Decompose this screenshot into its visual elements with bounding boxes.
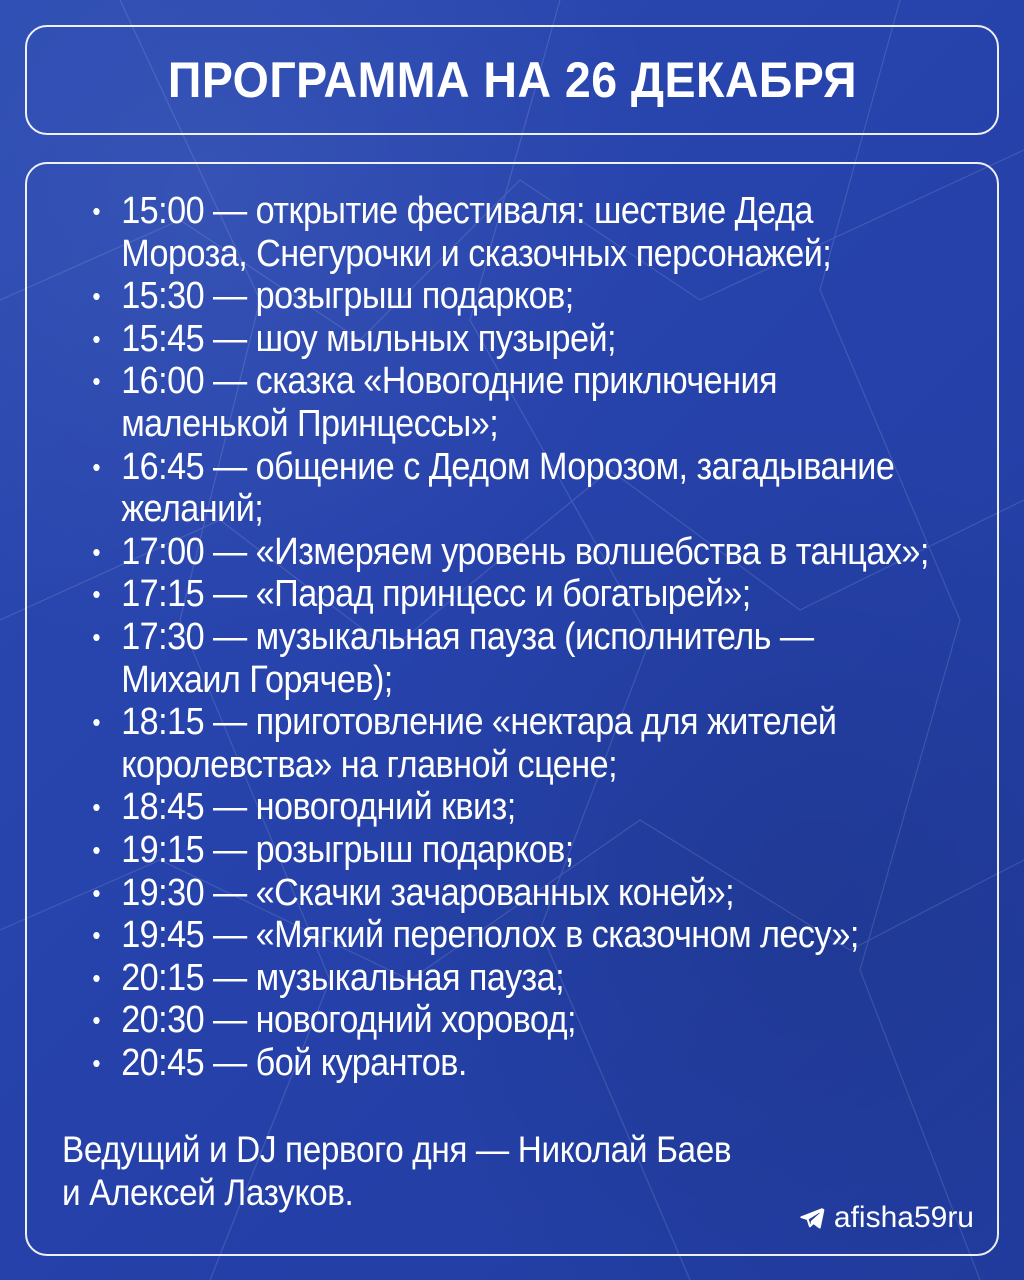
schedule-item bbox=[92, 956, 1003, 1000]
schedule-item-line1: 20:45 — бой курантов. bbox=[121, 1041, 467, 1084]
host-credits-line1: Ведущий и DJ первого дня — Николай Баев bbox=[62, 1129, 732, 1170]
bullet-icon: • bbox=[92, 536, 101, 567]
bullet-icon: • bbox=[92, 877, 101, 908]
title-frame bbox=[25, 25, 999, 135]
telegram-icon bbox=[798, 1204, 826, 1232]
bullet-icon: • bbox=[92, 1005, 101, 1036]
host-credits-line2: и Алексей Лазуков. bbox=[62, 1172, 354, 1213]
schedule-item-line1: 19:45 — «Мягкий переполох в сказочном лесу»; bbox=[121, 914, 859, 957]
schedule-item-line1: 18:15 — приготовление «нектара для жителей bbox=[121, 701, 837, 744]
schedule-item bbox=[92, 317, 1003, 361]
schedule-item bbox=[92, 615, 1003, 701]
schedule-item-line1: 16:45 — общение с Дедом Морозом, загадывание bbox=[121, 445, 895, 488]
schedule-item-line2: маленькой Принцессы»; bbox=[121, 402, 499, 445]
schedule-item-line1: 16:00 — сказка «Новогодние приключения bbox=[121, 360, 778, 403]
schedule-item-line1: 18:45 — новогодний квиз; bbox=[121, 786, 516, 829]
schedule-item bbox=[92, 786, 1003, 829]
schedule-item bbox=[92, 999, 1003, 1042]
schedule-item bbox=[92, 445, 1003, 531]
schedule-item-line1: 20:30 — новогодний хоровод; bbox=[121, 999, 576, 1042]
telegram-handle-label: afisha59ru bbox=[833, 1201, 974, 1234]
schedule-item-line1: 17:15 — «Парад принцесс и богатырей»; bbox=[121, 573, 751, 616]
schedule-item bbox=[92, 701, 1003, 786]
schedule-item-line1: 15:45 — шоу мыльных пузырей; bbox=[121, 317, 617, 360]
bullet-icon: • bbox=[92, 579, 101, 610]
bullet-icon: • bbox=[92, 920, 101, 951]
schedule-item bbox=[92, 530, 1003, 574]
bullet-icon: • bbox=[92, 366, 101, 397]
schedule-item-line2: королевства» на главной сцене; bbox=[121, 743, 618, 786]
schedule-item bbox=[92, 190, 1003, 275]
schedule-item-line1: 19:15 — розыгрыш подарков; bbox=[121, 828, 574, 871]
schedule-item bbox=[92, 914, 1003, 957]
bullet-icon: • bbox=[92, 323, 101, 354]
schedule-item-line1: 20:15 — музыкальная пауза; bbox=[121, 956, 565, 999]
schedule-item-line2: Михаил Горячев); bbox=[121, 658, 393, 701]
host-credits bbox=[62, 1128, 782, 1214]
schedule-item bbox=[92, 828, 1003, 872]
schedule-item bbox=[92, 1041, 1003, 1085]
page-title: ПРОГРАММА НА 26 ДЕКАБРЯ bbox=[167, 52, 857, 108]
bullet-icon: • bbox=[92, 451, 101, 482]
bullet-icon: • bbox=[92, 1047, 101, 1078]
schedule-item-line1: 17:30 — музыкальная пауза (исполнитель — bbox=[121, 615, 814, 658]
schedule-item-line2: желаний; bbox=[121, 488, 264, 531]
bullet-icon: • bbox=[92, 834, 101, 865]
schedule-item-line1: 19:30 — «Скачки зачарованных коней»; bbox=[121, 871, 735, 914]
schedule-item bbox=[92, 871, 1003, 915]
schedule-item bbox=[92, 573, 1003, 616]
schedule-item-line2: Мороза, Снегурочки и сказочных персонажей; bbox=[121, 232, 832, 275]
schedule-list bbox=[92, 190, 976, 1084]
schedule-item-line1: 15:00 — открытие фестиваля: шествие Деда bbox=[121, 190, 813, 232]
schedule-item-line1: 17:00 — «Измеряем уровень волшебства в танцах»; bbox=[121, 530, 929, 573]
bullet-icon: • bbox=[92, 707, 101, 738]
schedule-item bbox=[92, 360, 1003, 445]
bullet-icon: • bbox=[92, 962, 101, 993]
telegram-handle[interactable] bbox=[798, 1198, 974, 1238]
bullet-icon: • bbox=[92, 621, 101, 652]
bullet-icon: • bbox=[92, 281, 101, 312]
bullet-icon: • bbox=[92, 792, 101, 823]
bullet-icon: • bbox=[92, 196, 101, 226]
schedule-item bbox=[92, 275, 1003, 318]
schedule-item-line1: 15:30 — розыгрыш подарков; bbox=[121, 275, 574, 318]
